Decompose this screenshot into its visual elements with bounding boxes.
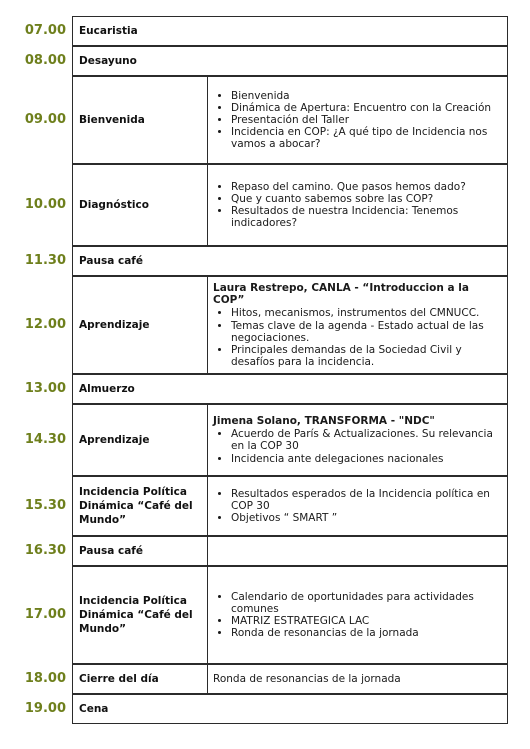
agenda-bullet-list (213, 90, 503, 151)
agenda-session-title: Incidencia Política Dinámica “Café del Mundo” (79, 595, 193, 635)
agenda-session-title: Bienvenida (79, 114, 145, 126)
agenda-row (0, 46, 530, 76)
agenda-bullet-item: • Que y cuanto sabemos sobre las COP? (231, 193, 503, 205)
agenda-details (213, 488, 503, 525)
agenda-bullet-list (213, 307, 503, 368)
agenda-time: 17.00 (24, 607, 66, 622)
agenda-session-title: Incidencia Política Dinámica “Café del Mundo” (79, 486, 193, 526)
agenda-bullet-item: • Repaso del camino. Que pasos hemos dado? (231, 181, 503, 193)
agenda-row (0, 276, 530, 374)
agenda-row (0, 664, 530, 694)
agenda-time: 08.00 (24, 53, 66, 68)
agenda-time: 15.30 (24, 498, 66, 513)
agenda-bullet-item: • Bienvenida (231, 90, 503, 102)
agenda-session-title: Cierre del día (79, 673, 159, 685)
agenda-bullet-list (213, 591, 503, 640)
agenda-time: 11.30 (24, 253, 66, 268)
agenda-bullet-item: • Acuerdo de París & Actualizaciones. Su relevancia en la COP 30 (231, 428, 503, 452)
column-divider (207, 165, 208, 245)
column-divider (207, 277, 208, 373)
agenda-row (0, 76, 530, 164)
agenda-bullet-item: • Incidencia ante delegaciones nacionales (231, 453, 503, 465)
agenda-cell (72, 404, 508, 476)
agenda-bullet-item: • Temas clave de la agenda - Estado actual de las negociaciones. (231, 320, 503, 344)
column-divider (207, 537, 208, 565)
agenda-row (0, 694, 530, 724)
agenda-details (213, 181, 503, 230)
agenda-time: 10.00 (24, 197, 66, 212)
agenda-cell (72, 536, 508, 566)
agenda-bullet-item: • Resultados de nuestra Incidencia: Tenemos indicadores? (231, 205, 503, 229)
column-divider (207, 77, 208, 163)
agenda-cell (72, 46, 508, 76)
agenda-bullet-item: • Calendario de oportunidades para actividades comunes (231, 591, 503, 615)
agenda-time: 18.00 (24, 671, 66, 686)
agenda-row (0, 536, 530, 566)
agenda-time: 13.00 (24, 381, 66, 396)
agenda-session-title: Pausa café (79, 255, 143, 267)
agenda-cell (72, 664, 508, 694)
agenda-bullet-item: • Dinámica de Apertura: Encuentro con la Creación (231, 102, 503, 114)
agenda-time: 09.00 (24, 112, 66, 127)
agenda-session-title: Almuerzo (79, 383, 135, 395)
agenda-details (213, 415, 503, 465)
agenda-cell (72, 566, 508, 664)
column-divider (207, 665, 208, 693)
agenda-time: 12.00 (24, 317, 66, 332)
agenda-row (0, 374, 530, 404)
agenda-cell (72, 76, 508, 164)
column-divider (207, 477, 208, 535)
agenda-details (213, 282, 503, 368)
agenda-time: 14.30 (24, 432, 66, 447)
agenda-row (0, 476, 530, 536)
agenda-cell (72, 16, 508, 46)
column-divider (207, 405, 208, 475)
agenda-row (0, 404, 530, 476)
agenda-bullet-item: • Ronda de resonancias de la jornada (231, 627, 503, 639)
agenda-cell (72, 276, 508, 374)
agenda-cell (72, 476, 508, 536)
agenda-row (0, 566, 530, 664)
agenda-cell (72, 164, 508, 246)
agenda-session-title: Cena (79, 703, 109, 715)
agenda-session-title: Desayuno (79, 55, 137, 67)
agenda-bullet-item: • Incidencia en COP: ¿A qué tipo de Incidencia nos vamos a abocar? (231, 126, 503, 150)
agenda-details (213, 591, 503, 640)
agenda-row (0, 16, 530, 46)
agenda-bullet-item: • Resultados esperados de la Incidencia política en COP 30 (231, 488, 503, 512)
agenda-session-title: Diagnóstico (79, 199, 149, 211)
speaker-heading: Jimena Solano, TRANSFORMA - "NDC" (213, 415, 435, 427)
agenda-session-title: Pausa café (79, 545, 143, 557)
agenda-bullet-list (213, 488, 503, 525)
speaker-heading: Laura Restrepo, CANLA - “Introduccion a la COP” (213, 282, 469, 307)
agenda-time: 19.00 (24, 701, 66, 716)
column-divider (207, 567, 208, 663)
agenda-time: 16.30 (24, 543, 66, 558)
agenda-detail-text: Ronda de resonancias de la jornada (213, 673, 401, 685)
agenda-row (0, 246, 530, 276)
agenda-session-title: Eucaristia (79, 25, 138, 37)
agenda-cell (72, 374, 508, 404)
agenda-bullet-item: • Objetivos “ SMART ” (231, 512, 503, 524)
agenda-bullet-item: • Hitos, mecanismos, instrumentos del CMNUCC. (231, 307, 503, 319)
agenda-details (213, 673, 503, 685)
agenda-cell (72, 246, 508, 276)
agenda-bullet-list (213, 428, 503, 465)
agenda-bullet-item: • MATRIZ ESTRATEGICA LAC (231, 615, 503, 627)
agenda-details (213, 90, 503, 151)
agenda-bullet-item: • Presentación del Taller (231, 114, 503, 126)
agenda-cell (72, 694, 508, 724)
agenda-bullet-list (213, 181, 503, 230)
agenda-session-title: Aprendizaje (79, 319, 150, 331)
agenda-row (0, 164, 530, 246)
agenda-time: 07.00 (24, 23, 66, 38)
agenda-bullet-item: • Principales demandas de la Sociedad Civil y desafíos para la incidencia. (231, 344, 503, 368)
agenda-session-title: Aprendizaje (79, 434, 150, 446)
